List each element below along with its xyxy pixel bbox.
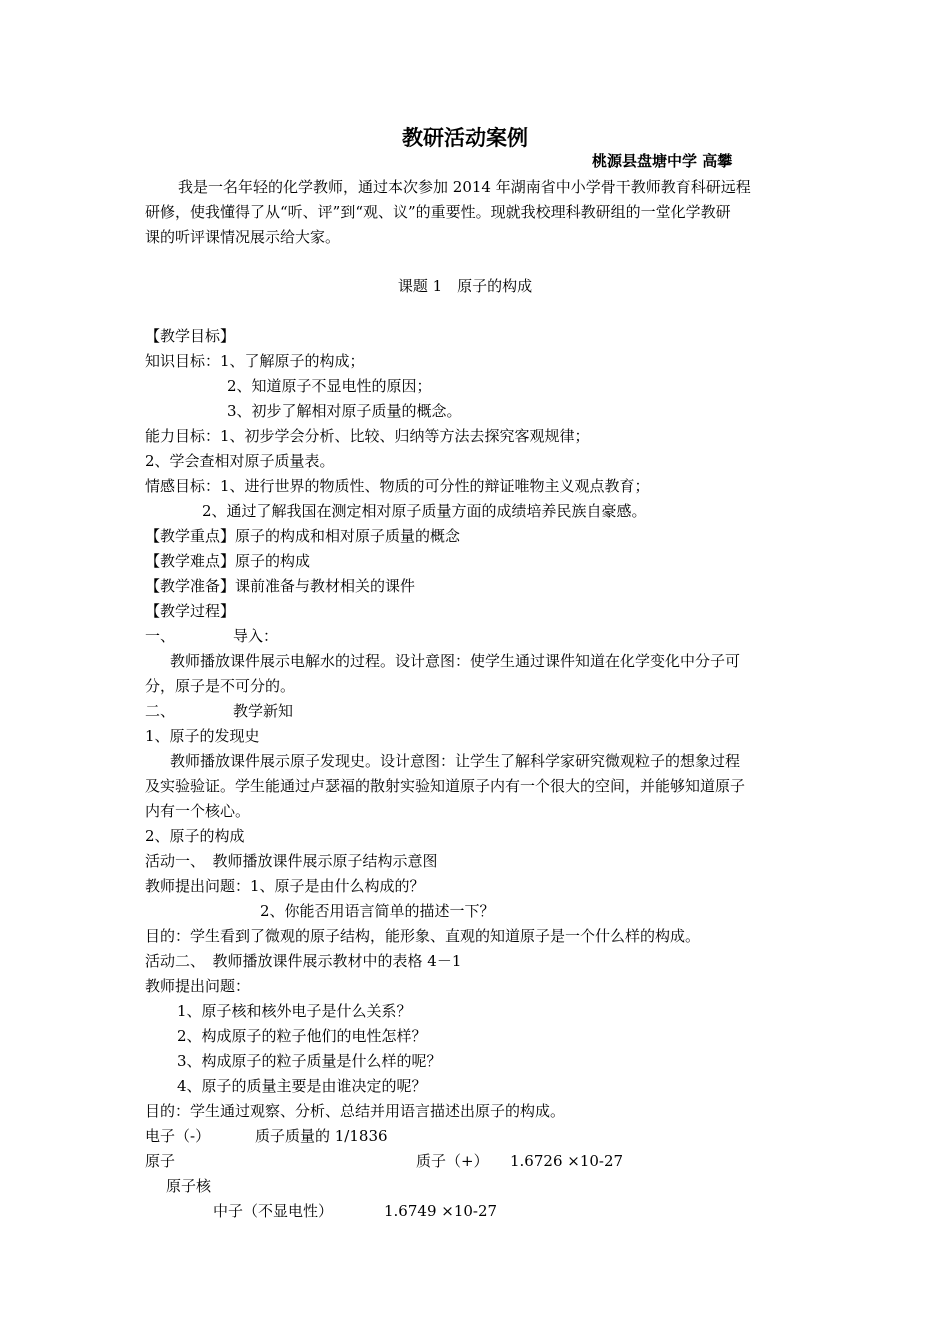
author-line: 桃源县盘塘中学 高攀 — [592, 152, 733, 170]
preparation: 【教学准备】课前准备与教材相关的课件 — [145, 577, 416, 595]
nucleus-label: 原子核 — [166, 1177, 212, 1195]
subsection-1-title: 1、原子的发现史 — [145, 727, 260, 745]
section-1-text-2: 分，原子是不可分的。 — [145, 677, 296, 695]
proton-label: 质子（+） — [416, 1152, 489, 1170]
key-point: 【教学重点】原子的构成和相对原子质量的概念 — [145, 527, 461, 545]
section-2-label: 教学新知 — [233, 702, 294, 720]
section-1-label: 导入： — [233, 627, 279, 645]
subsection-1-text-1: 教师播放课件展示原子发现史。设计意图：让学生了解科学家研究微观粒子的想象过程 — [170, 752, 741, 770]
knowledge-goal-3: 3、初步了解相对原子质量的概念。 — [227, 402, 462, 420]
intro-line-3: 课的听评课情况展示给大家。 — [145, 228, 341, 246]
knowledge-goal-2: 2、知道原子不显电性的原因； — [227, 377, 432, 395]
aim-1: 目的：学生看到了微观的原子结构，能形象、直观的知道原子是一个什么样的构成。 — [145, 927, 701, 945]
section-1-number: 一、 — [145, 627, 176, 645]
subsection-2-title: 2、原子的构成 — [145, 827, 245, 845]
aim-2: 目的：学生通过观察、分析、总结并用语言描述出原子的构成。 — [145, 1102, 566, 1120]
electron-mass: 质子质量的 1/1836 — [255, 1127, 388, 1145]
section-1-text-1: 教师播放课件展示电解水的过程。设计意图：使学生通过课件知道在化学变化中分子可 — [170, 652, 741, 670]
question-1-1: 教师提出问题：1、原子是由什么构成的？ — [145, 877, 425, 895]
difficulty: 【教学难点】原子的构成 — [145, 552, 311, 570]
question-2-1: 1、原子核和核外电子是什么关系？ — [177, 1002, 412, 1020]
proton-mass: 1.6726 ×10-27 — [510, 1152, 624, 1170]
question-2-header: 教师提出问题： — [145, 977, 251, 995]
ability-goal-2: 2、学会查相对原子质量表。 — [145, 452, 335, 470]
subsection-1-text-2: 及实验验证。学生能通过卢瑟福的散射实验知道原子内有一个很大的空间，并能够知道原子 — [145, 777, 746, 795]
question-2-3: 3、构成原子的粒子质量是什么样的呢？ — [177, 1052, 442, 1070]
question-2-2: 2、构成原子的粒子他们的电性怎样？ — [177, 1027, 427, 1045]
process-header: 【教学过程】 — [145, 602, 236, 620]
knowledge-goal-1: 知识目标：1、了解原子的构成； — [145, 352, 365, 370]
subsection-1-text-3: 内有一个核心。 — [145, 802, 251, 820]
electron-label: 电子（-） — [145, 1127, 211, 1145]
neutron-mass: 1.6749 ×10-27 — [384, 1202, 498, 1220]
section-2-number: 二、 — [145, 702, 176, 720]
ability-goal-1: 能力目标：1、初步学会分析、比较、归纳等方法去探究客观规律； — [145, 427, 590, 445]
intro-line-2: 研修，使我懂得了从“听、评”到“观、议”的重要性。现就我校理科教研组的一堂化学教研 — [145, 203, 731, 221]
intro-line-1: 我是一名年轻的化学教师，通过本次参加 2014 年湖南省中小学骨干教师教育科研远程 — [178, 178, 751, 196]
question-1-2: 2、你能否用语言简单的描述一下？ — [260, 902, 495, 920]
activity-2: 活动二、 教师播放课件展示教材中的表格 4－1 — [145, 952, 462, 970]
activity-1: 活动一、 教师播放课件展示原子结构示意图 — [145, 852, 438, 870]
lesson-title: 课题 1 原子的构成 — [397, 277, 533, 295]
objectives-header: 【教学目标】 — [145, 327, 236, 345]
page-title: 教研活动案例 — [402, 125, 528, 150]
neutron-label: 中子（不显电性） — [213, 1202, 334, 1220]
atom-label: 原子 — [145, 1152, 176, 1170]
question-2-4: 4、原子的质量主要是由谁决定的呢？ — [177, 1077, 427, 1095]
emotion-goal-1: 情感目标：1、进行世界的物质性、物质的可分性的辩证唯物主义观点教育； — [145, 477, 650, 495]
emotion-goal-2: 2、通过了解我国在测定相对原子质量方面的成绩培养民族自豪感。 — [202, 502, 647, 520]
